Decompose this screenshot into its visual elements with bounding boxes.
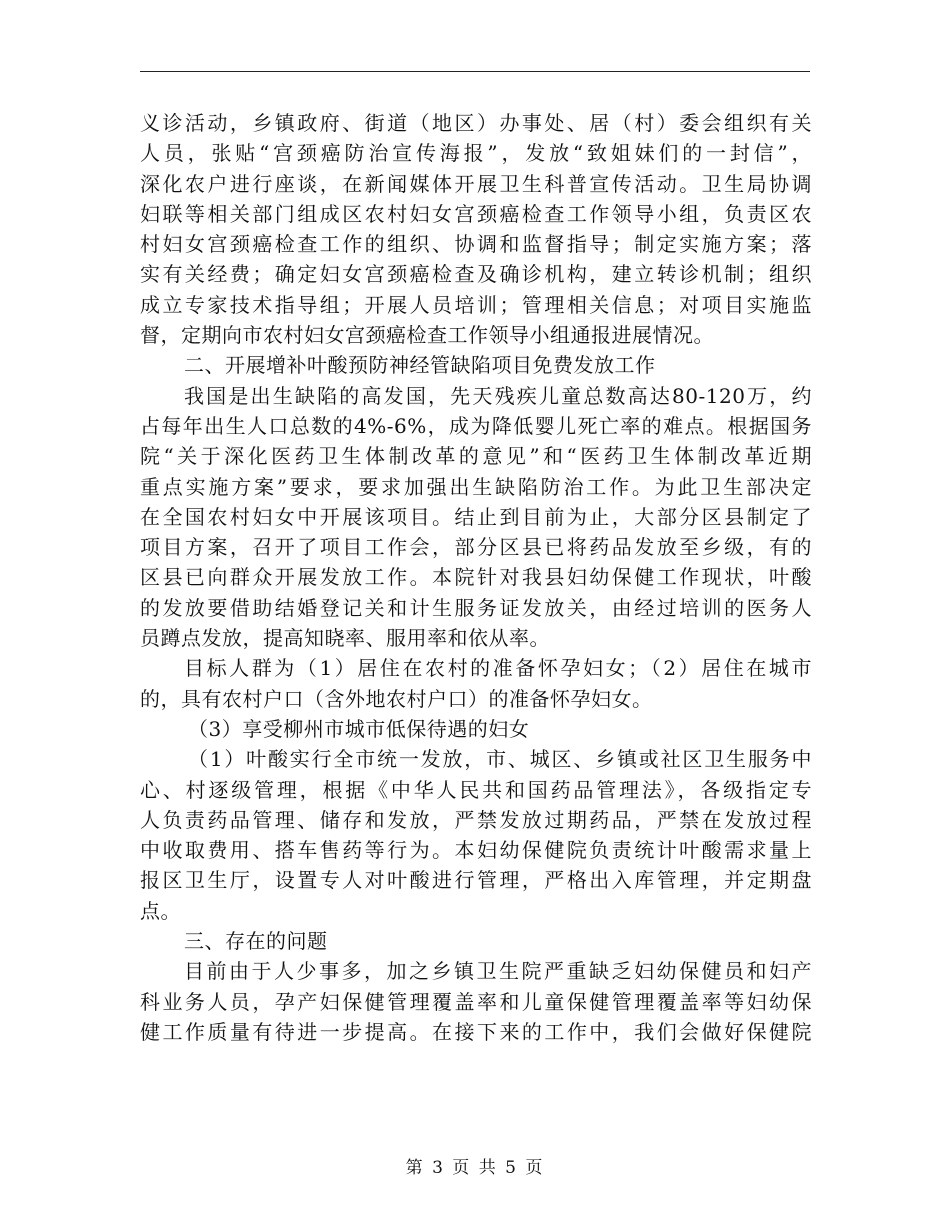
text-line: 心、村逐级管理，根据《中华人民共和国药品管理法》，各级指定专 (140, 777, 812, 802)
text-line: 目标人群为（1）居住在农村的准备怀孕妇女；（2）居住在城市 (184, 656, 812, 681)
text-line: 占每年出生人口总数的4%-6%，成为降低婴儿死亡率的难点。根据国务 (140, 413, 812, 438)
text-line: 点。 (140, 898, 181, 923)
text-line: 中收取费用、搭车售药等行为。本妇幼保健院负责统计叶酸需求量上 (140, 838, 812, 863)
text-line: 目前由于人少事多，加之乡镇卫生院严重缺乏妇幼保健员和妇产 (184, 959, 812, 984)
text-line: 在全国农村妇女中开展该项目。结止到目前为止，大部分区县制定了 (140, 504, 812, 529)
text-line: 成立专家技术指导组；开展人员培训；管理相关信息；对项目实施监 (140, 292, 812, 317)
text-line: 义诊活动，乡镇政府、街道（地区）办事处、居（村）委会组织有关 (140, 111, 812, 135)
text-line: 的发放要借助结婚登记关和计生服务证发放关，由经过培训的医务人 (140, 595, 812, 620)
text-line: 督，定期向市农村妇女宫颈癌检查工作领导小组通报进展情况。 (140, 323, 714, 348)
text-line: 员蹲点发放，提高知晓率、服用率和依从率。 (140, 626, 550, 651)
header-rule (140, 71, 810, 72)
text-line: 的，具有农村户口（含外地农村户口）的准备怀孕妇女。 (140, 686, 653, 711)
text-line: 妇联等相关部门组成区农村妇女宫颈癌检查工作领导小组，负责区农 (140, 201, 812, 226)
text-line: 区县已向群众开展发放工作。本院针对我县妇幼保健工作现状，叶酸 (140, 565, 812, 590)
text-line: 深化农户进行座谈，在新闻媒体开展卫生科普宣传活动。卫生局协调 (140, 171, 812, 196)
text-line: 村妇女宫颈癌检查工作的组织、协调和监督指导；制定实施方案；落 (140, 232, 812, 257)
text-line: 重点实施方案”要求，要求加强出生缺陷防治工作。为此卫生部决定 (140, 474, 812, 499)
text-line: 人员，张贴“宫颈癌防治宣传海报”，发放“致姐妹们的一封信”， (140, 141, 812, 166)
text-line: 报区卫生厅，设置专人对叶酸进行管理，严格出入库管理，并定期盘 (140, 868, 812, 893)
text-line: 健工作质量有待进一步提高。在接下来的工作中，我们会做好保健院 (140, 1019, 812, 1044)
page-number-footer: 第 3 页 共 5 页 (405, 1158, 545, 1178)
text-line: 实有关经费；确定妇女宫颈癌检查及确诊机构，建立转诊机制；组织 (140, 262, 812, 287)
text-line: 院“关于深化医药卫生体制改革的意见”和“医药卫生体制改革近期 (140, 444, 812, 469)
text-line: （3）享受柳州市城市低保待遇的妇女 (188, 716, 530, 741)
document-body (140, 108, 812, 1047)
text-line: 科业务人员，孕产妇保健管理覆盖率和儿童保健管理覆盖率等妇幼保 (140, 989, 812, 1014)
text-line: 项目方案，召开了项目工作会，部分区县已将药品发放至乡级，有的 (140, 535, 812, 560)
section-heading: 三、存在的问题 (184, 929, 328, 954)
text-line: 人负责药品管理、储存和发放，严禁发放过期药品，严禁在发放过程 (140, 807, 812, 832)
text-line: 我国是出生缺陷的高发国，先天残疾儿童总数高达80-120万，约 (184, 383, 812, 408)
text-line: （1）叶酸实行全市统一发放，市、城区、乡镇或社区卫生服务中 (188, 747, 812, 772)
section-heading: 二、开展增补叶酸预防神经管缺陷项目免费发放工作 (184, 353, 656, 378)
